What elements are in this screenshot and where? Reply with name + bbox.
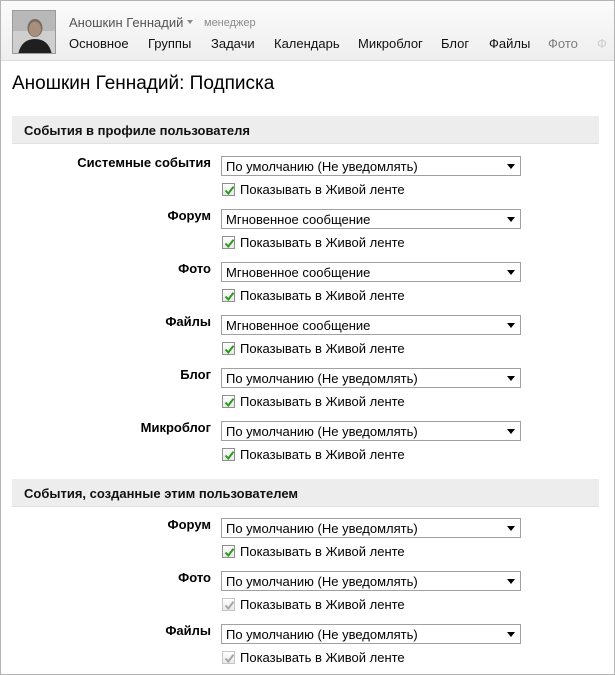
- section-header-profile-events: [12, 116, 599, 144]
- select-value: По умолчанию (Не уведомлять): [226, 424, 418, 439]
- dropdown-arrow-icon: [507, 579, 515, 584]
- select-value: Мгновенное сообщение: [226, 212, 371, 227]
- notification-select[interactable]: [221, 262, 521, 282]
- notification-select[interactable]: [221, 156, 521, 176]
- row-label: Форум: [167, 208, 211, 223]
- row-label: Фото: [178, 570, 211, 585]
- checkmark-icon: [224, 291, 235, 302]
- section-title: События, созданные этим пользователем: [24, 486, 299, 501]
- notification-select[interactable]: [221, 421, 521, 441]
- select-value: По умолчанию (Не уведомлять): [226, 627, 418, 642]
- row-label: Микроблог: [140, 420, 211, 435]
- select-value: По умолчанию (Не уведомлять): [226, 574, 418, 589]
- livefeed-checkbox-label[interactable]: Показывать в Живой ленте: [240, 182, 405, 197]
- livefeed-checkbox[interactable]: [222, 545, 235, 558]
- row-label: Файлы: [165, 623, 211, 638]
- subscription-row-files: [1, 623, 614, 675]
- section-header-user-created-events: [12, 479, 599, 507]
- checkmark-icon: [224, 547, 235, 558]
- subscription-row-microblog: [1, 420, 614, 473]
- select-value: По умолчанию (Не уведомлять): [226, 371, 418, 386]
- livefeed-checkbox-label[interactable]: Показывать в Живой ленте: [240, 235, 405, 250]
- header: [1, 1, 614, 61]
- select-value: Мгновенное сообщение: [226, 318, 371, 333]
- row-label: Файлы: [165, 314, 211, 329]
- notification-select[interactable]: [221, 624, 521, 644]
- livefeed-checkbox[interactable]: [222, 448, 235, 461]
- select-value: Мгновенное сообщение: [226, 265, 371, 280]
- nav-item-main[interactable]: Основное: [69, 36, 129, 51]
- livefeed-checkbox[interactable]: [222, 651, 235, 664]
- notification-select[interactable]: [221, 518, 521, 538]
- notification-select[interactable]: [221, 368, 521, 388]
- nav-item-photo[interactable]: Фото: [548, 36, 578, 51]
- row-label: Системные события: [77, 155, 211, 170]
- nav-item-blog[interactable]: Блог: [441, 36, 470, 51]
- nav-item-more[interactable]: Ф: [597, 36, 607, 51]
- notification-select[interactable]: [221, 209, 521, 229]
- select-value: По умолчанию (Не уведомлять): [226, 159, 418, 174]
- dropdown-arrow-icon: [507, 376, 515, 381]
- select-value: По умолчанию (Не уведомлять): [226, 521, 418, 536]
- checkmark-icon: [224, 185, 235, 196]
- avatar-photo-icon: [13, 11, 56, 54]
- dropdown-arrow-icon: [507, 526, 515, 531]
- checkmark-icon: [224, 600, 235, 611]
- checkmark-icon: [224, 653, 235, 664]
- subscription-row-photo: [1, 261, 614, 314]
- checkmark-icon: [224, 344, 235, 355]
- notification-select[interactable]: [221, 571, 521, 591]
- page-title: Аношкин Геннадий: Подписка: [12, 73, 275, 94]
- section-title: События в профиле пользователя: [24, 123, 250, 138]
- livefeed-checkbox-label[interactable]: Показывать в Живой ленте: [240, 597, 405, 612]
- notification-select[interactable]: [221, 315, 521, 335]
- dropdown-arrow-icon: [507, 429, 515, 434]
- row-label: Фото: [178, 261, 211, 276]
- livefeed-checkbox[interactable]: [222, 598, 235, 611]
- dropdown-arrow-icon: [507, 217, 515, 222]
- livefeed-checkbox-label[interactable]: Показывать в Живой ленте: [240, 341, 405, 356]
- avatar[interactable]: [12, 10, 56, 54]
- row-label: Форум: [167, 517, 211, 532]
- subscription-row-blog: [1, 367, 614, 420]
- subscription-row-files: [1, 314, 614, 367]
- subscription-row-system-events: [1, 155, 614, 208]
- subscription-row-forum: [1, 517, 614, 570]
- user-name-link[interactable]: Аношкин Геннадий: [69, 15, 184, 30]
- checkmark-icon: [224, 397, 235, 408]
- livefeed-checkbox-label[interactable]: Показывать в Живой ленте: [240, 544, 405, 559]
- dropdown-arrow-icon: [507, 323, 515, 328]
- livefeed-checkbox[interactable]: [222, 289, 235, 302]
- livefeed-checkbox[interactable]: [222, 395, 235, 408]
- nav-item-microblog[interactable]: Микроблог: [358, 36, 423, 51]
- row-label: Блог: [180, 367, 211, 382]
- subscription-row-forum: [1, 208, 614, 261]
- dropdown-arrow-icon: [507, 270, 515, 275]
- livefeed-checkbox-label[interactable]: Показывать в Живой ленте: [240, 650, 405, 665]
- dropdown-arrow-icon: [507, 632, 515, 637]
- checkmark-icon: [224, 450, 235, 461]
- chevron-down-icon[interactable]: [187, 20, 193, 24]
- nav-item-groups[interactable]: Группы: [148, 36, 192, 51]
- checkmark-icon: [224, 238, 235, 249]
- livefeed-checkbox-label[interactable]: Показывать в Живой ленте: [240, 394, 405, 409]
- nav-item-tasks[interactable]: Задачи: [211, 36, 255, 51]
- livefeed-checkbox[interactable]: [222, 342, 235, 355]
- user-role: менеджер: [204, 17, 256, 29]
- livefeed-checkbox-label[interactable]: Показывать в Живой ленте: [240, 288, 405, 303]
- nav-item-calendar[interactable]: Календарь: [274, 36, 340, 51]
- nav-item-files[interactable]: Файлы: [489, 36, 531, 51]
- dropdown-arrow-icon: [507, 164, 515, 169]
- livefeed-checkbox[interactable]: [222, 183, 235, 196]
- livefeed-checkbox-label[interactable]: Показывать в Живой ленте: [240, 447, 405, 462]
- subscription-row-photo: [1, 570, 614, 623]
- livefeed-checkbox[interactable]: [222, 236, 235, 249]
